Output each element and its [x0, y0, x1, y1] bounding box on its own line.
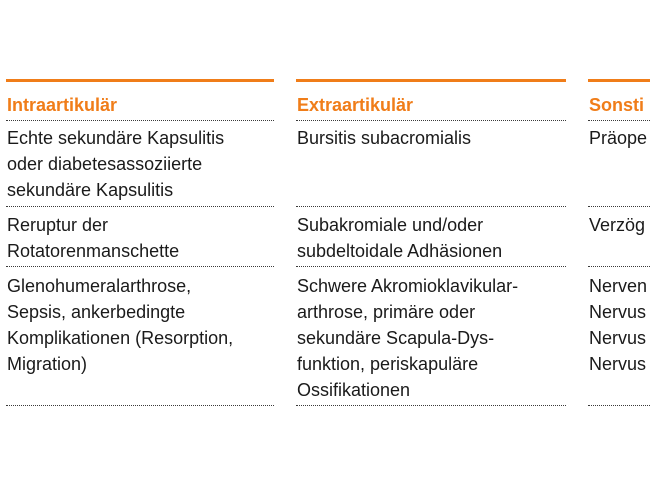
table-cell: Bursitis subacromialis [297, 128, 472, 148]
table-cell: Echte sekundäre Kapsulitis oder diabetesassoziierte sekundäre Kapsulitis [7, 128, 225, 200]
column-header [6, 79, 274, 121]
row-divider [296, 206, 566, 207]
table-cell: Reruptur der Rotatorenmanschette [7, 215, 180, 261]
column-extraarticular [296, 79, 566, 400]
column-header [296, 79, 566, 121]
row-divider [6, 206, 274, 207]
row-divider [588, 405, 650, 406]
row-divider [296, 266, 566, 267]
table-cell: Glenohumeralarthrose, Sepsis, ankerbedingte Komplikationen (Resorption, Migration) [7, 276, 234, 374]
row-divider [6, 405, 274, 406]
column-header [588, 79, 650, 121]
column-header-label: Extraartikulär [297, 95, 414, 115]
table-cell: Präope [589, 128, 648, 148]
column-intraarticular [6, 79, 274, 374]
column-header-label: Intraartikulär [7, 95, 118, 115]
table-cell: Nerven Nervus Nervus Nervus [589, 276, 648, 374]
table-cell: Subakromiale und/oder subdeltoidale Adhäsionen [297, 215, 503, 261]
column-header-label: Sonsti [589, 95, 645, 115]
table-cell: Verzög [589, 215, 646, 235]
row-divider [588, 206, 650, 207]
table-cell: Schwere Akromioklavikular- arthrose, primäre oder sekundäre Scapula-Dys- funktion, periskapuläre Ossifikationen [297, 276, 519, 400]
row-divider [588, 266, 650, 267]
row-divider [296, 405, 566, 406]
column-other [588, 79, 650, 374]
row-divider [6, 266, 274, 267]
